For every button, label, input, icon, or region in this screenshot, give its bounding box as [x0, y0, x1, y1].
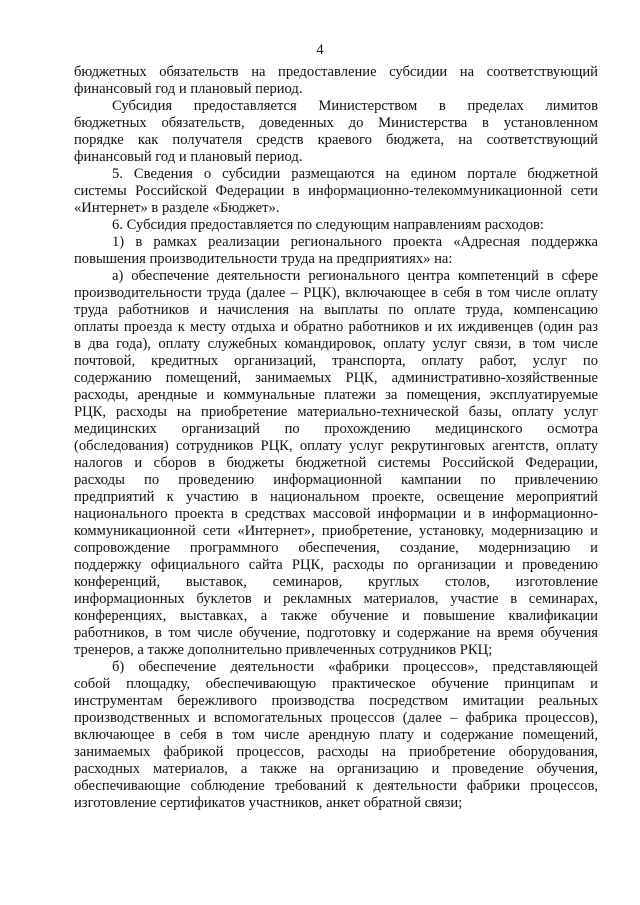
text-line: 1) в рамках реализации регионального проекта «Адресная поддержка	[112, 234, 598, 250]
text-line: предприятий к участию в национальном проекте, освещение мероприятий	[74, 489, 598, 505]
text-line: а) обеспечение деятельности регионального центра компетенций в сфере	[112, 268, 598, 284]
text-line: «Интернет» в разделе «Бюджет».	[74, 200, 280, 216]
text-line: (обследования) сотрудников РЦК, оплату услуг рекрутинговых агентств, оплату	[74, 438, 598, 454]
text-line: финансовый год и плановый период.	[74, 81, 303, 97]
text-line: медицинских организаций по прохождению медицинского осмотра	[74, 421, 598, 437]
text-line: собой площадку, обеспечивающую практическое обучение принципам и	[74, 676, 598, 692]
text-line: расходных материалов, а также на организацию и проведение обучения,	[74, 761, 598, 777]
text-line: содержанию помещений, занимаемых РЦК, административно-хозяйственные	[74, 370, 598, 386]
text-line: порядке как получателя средств краевого бюджета, на соответствующий	[74, 132, 598, 148]
text-line: информационных буклетов и рекламных материалов, участие в семинарах,	[74, 591, 598, 607]
text-line: расходы, арендные и коммунальные платежи за помещения, эксплуатируемые	[74, 387, 598, 403]
text-line: в два года), оплату служебных командировок, оплату услуг связи, в том числе	[74, 336, 598, 352]
text-line: тренеров, а также дополнительно привлеченных сотрудников РКЦ;	[74, 642, 493, 658]
text-line: финансовый год и плановый период.	[74, 149, 303, 165]
text-line: почтовой, кредитных организаций, транспорта, оплату работ, услуг по	[74, 353, 598, 369]
text-line: Субсидия предоставляется Министерством в пределах лимитов	[112, 98, 598, 114]
text-line: обеспечивающие соблюдение требований к деятельности фабрики процессов,	[74, 778, 598, 794]
text-line: 6. Субсидия предоставляется по следующим направлениям расходов:	[112, 217, 544, 233]
text-line: бюджетных обязательств на предоставление субсидии на соответствующий	[74, 64, 598, 80]
text-line: 5. Сведения о субсидии размещаются на едином портале бюджетной	[112, 166, 598, 182]
text-line: системы Российской Федерации в информационно-телекоммуникационной сети	[74, 183, 598, 199]
text-line: поддержку официального сайта РЦК, расходы по организации и проведению	[74, 557, 598, 573]
text-line: сопровождение программного обеспечения, создание, модернизацию и	[74, 540, 598, 556]
text-line: оплаты проезда к месту отдыха и обратно работников и их иждивенцев (один раз	[74, 319, 598, 335]
text-line: бюджетных обязательств, доведенных до Министерства в установленном	[74, 115, 598, 131]
text-line: изготовление сертификатов участников, анкет обратной связи;	[74, 795, 463, 811]
page-number: 4	[316, 42, 324, 58]
text-line: конференциях, выставках, а также обучение и повышение квалификации	[74, 608, 598, 624]
text-line: производственных и вспомогательных процессов (далее – фабрика процессов),	[74, 710, 598, 726]
text-line: коммуникационной сети «Интернет», приобретение, установку, модернизацию и	[74, 523, 598, 539]
text-line: работников, в том числе обучение, подготовку и содержание на время обучения	[74, 625, 598, 641]
text-line: инструментам бережливого производства посредством имитации реальных	[74, 693, 598, 709]
text-line: б) обеспечение деятельности «фабрики процессов», представляющей	[112, 659, 598, 675]
text-line: труда работников и начисления на выплаты по оплате труда, компенсацию	[74, 302, 598, 318]
text-line: включающее в себя в том числе арендную плату и содержание помещений,	[74, 727, 598, 743]
text-line: производительности труда (далее – РЦК), включающее в себя в том числе оплату	[74, 285, 598, 301]
text-line: национального проекта в средствах массовой информации и в информационно-	[74, 506, 598, 522]
text-line: РЦК, расходы на приобретение материально-технической базы, оплату услуг	[74, 404, 598, 420]
text-line: конференций, выставок, семинаров, круглых столов, изготовление	[74, 574, 598, 590]
text-line: расходы по проведению информационной кампании по привлечению	[74, 472, 598, 488]
text-line: налогов и сборов в бюджеты бюджетной системы Российской Федерации,	[74, 455, 598, 471]
text-line: повышения производительности труда на предприятиях» на:	[74, 251, 453, 267]
text-line: занимаемых фабрикой процессов, расходы на приобретение оборудования,	[74, 744, 598, 760]
